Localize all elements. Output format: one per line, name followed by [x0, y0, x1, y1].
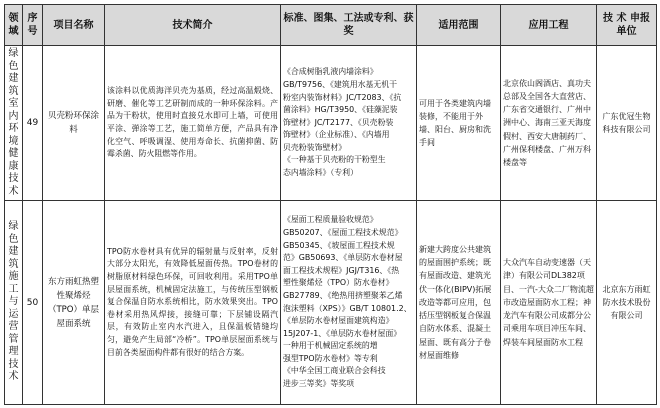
domain-text: 绿 色 建 筑 施 工 与 运 营 管 理 技 术	[8, 221, 19, 383]
standard-line: 《单层防水卷材屋面建筑构造》	[283, 316, 394, 326]
project-name-cell: 东方雨虹热塑性聚烯烃（TPO）单层屋面系统	[43, 201, 105, 405]
domain-cell	[5, 201, 23, 405]
standard-line: 态内墙涂料》（专利）	[283, 168, 358, 178]
header-apps: 应用工程	[501, 5, 597, 46]
standard-line: 《屋面工程质量验收规范》	[283, 215, 378, 225]
apps-cell: 北京依山阁酒店、真功夫总部及全国各大直营店、广东省交通银行、广州中洲中心、海南三亚天海度假村、西安大唐制药厂、广州保利楼盘、广州万科楼盘等	[501, 46, 597, 201]
table-row	[5, 201, 657, 405]
standard-line: 《合成树脂乳液内墙涂料》	[283, 67, 378, 77]
standard-line: 饰壁材》JC/T2177、《贝壳粉装	[283, 117, 394, 127]
header-project: 项目名称	[43, 5, 105, 46]
standard-line: 强型TPO防水卷材》等专利	[283, 353, 378, 363]
domain-text: 绿 色 建 筑 室 内 环 境 健 康 技 术	[8, 48, 19, 197]
standard-line: GB27789、《绝热用挤塑聚苯乙烯	[283, 290, 403, 300]
unit-cell: 广东优冠生物科技有限公司	[597, 46, 657, 201]
header-row	[5, 5, 657, 46]
header-standards: 标准、图集、工法或专利、获奖	[281, 5, 417, 46]
standard-line: 菌涂料》HG/T3950、《硅藻泥装	[283, 105, 398, 115]
seq-cell: 50	[23, 201, 43, 405]
standard-line: 粉室内装饰材料》JC/T2083、《抗	[283, 92, 402, 102]
standard-line: 《中华全国工商业联合会科技	[283, 366, 386, 376]
unit-cell: 北京东方雨虹防水技术股份有限公司	[597, 201, 657, 405]
project-name-cell: 贝壳粉环保涂料	[43, 46, 105, 201]
header-intro: 技术简介	[105, 5, 281, 46]
intro-cell: TPO防水卷材具有优异的辐射量与反射率，反射大部分太阳光，有效降低屋面传热。TPO卷材的树脂原材料绿色环保，可回收利用。采用TPO单层屋面系统，机械固定法施工，与传统压型钢板复合保温自防水系统相比，防水效果突出。TPO卷材采用热风焊接，接缝可靠；下层铺设隔汽层，有效防止室内水汽进入，且保温板错缝均匀，避免产生局部“冷桥”。TPO单层屋面系统与目前各类屋面构件都有很好的结合方案。	[105, 201, 281, 405]
standard-line: 塑性聚烯烃（TPO）防水卷材》	[283, 278, 394, 288]
header-seq: 序号	[23, 5, 43, 46]
technology-table	[4, 4, 657, 405]
table-row	[5, 46, 657, 201]
standard-line: 15J207-1、《单层防水卷材屋面》	[283, 328, 402, 338]
apps-cell: 大众汽车自动变速器（天津）有限公司DL382项目、一汽-大众二厂物流超市改造屋面防水工程；神龙汽车有限公司成都分公司乘用车项目冲压车间、焊装车间屋面防水工程	[501, 201, 597, 405]
intro-cell: 该涂料以优质海洋贝壳为基质，经过高温煅烧、研磨、催化等工艺研制而成的一种环保涂料。产品为干粉状，使用时直接兑水即可上墙，可使用平涂、弹涂等工艺，施工简单方便，产品具有净化空气、呼吸调湿、使用寿命长、抗菌抑菌、防霉杀菌、防火阻燃等作用。	[105, 46, 281, 201]
standard-line: 泡沫塑料（XPS）》GB/T 10801.2、	[283, 303, 412, 313]
header-scope: 适用范围	[417, 5, 501, 46]
standard-line: 面工程技术规程》JGJ/T316、《热	[283, 265, 400, 275]
standard-line: GB50207、《屋面工程技术规范》	[283, 227, 403, 237]
scope-cell: 可用于各类建筑内墙装修，不能用于外墙、阳台、厨房和洗手间	[417, 46, 501, 201]
domain-cell	[5, 46, 23, 201]
standard-line: 范》GB50693、《单层防水卷材屋	[283, 253, 403, 263]
standards-cell	[281, 46, 417, 201]
header-unit: 技 术 申报单位	[597, 5, 657, 46]
header-domain: 领域	[5, 5, 23, 46]
standard-line: 贝壳粉装饰壁材》	[283, 142, 347, 152]
standard-line: 进步三等奖》等奖项	[283, 379, 355, 389]
standard-line: GB/T9756、《建筑用水基无机干	[283, 79, 398, 89]
standard-line: 《一种基于贝壳粉的干粉型生	[283, 155, 386, 165]
standard-line: 一种用于机械固定系统的增	[283, 341, 378, 351]
standard-line: GB50345、《坡屋面工程技术规	[283, 240, 395, 250]
scope-cell: 新建大跨度公共建筑的屋面围护系统；既有屋面改造、建筑光伏一体化(BIPV)拓展改造等都可应用，包括压型钢板复合保温自防水体系、混凝土屋面、既有高分子卷材屋面维修	[417, 201, 501, 405]
standard-line: 饰壁材》（企业标准）、《内墙用	[283, 130, 390, 140]
standards-cell	[281, 201, 417, 405]
seq-cell: 49	[23, 46, 43, 201]
